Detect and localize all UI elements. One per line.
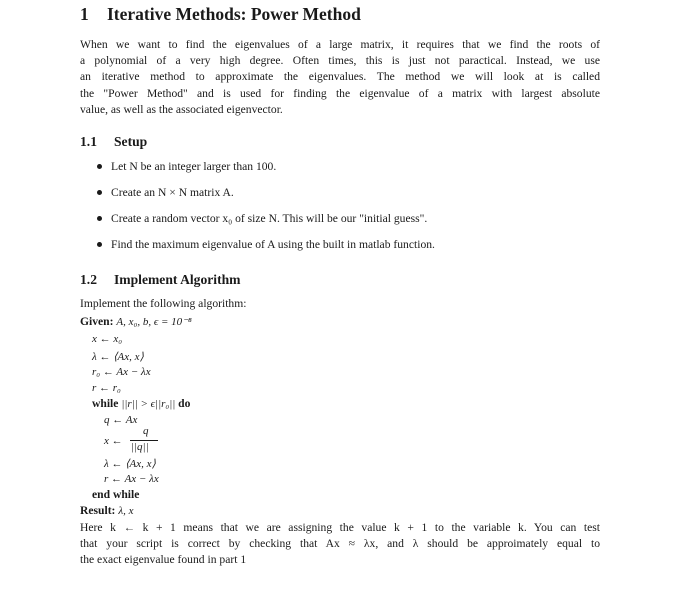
bullet-icon: [97, 164, 102, 169]
note-line: that your script is correct by checking that Ax ≈ λx, and λ should be approimately equal to: [80, 537, 600, 551]
algorithm-step: r ← r₀: [92, 382, 121, 394]
result-value: λ, x: [118, 505, 134, 517]
while-keyword: while: [92, 397, 119, 410]
bullet-icon: [97, 242, 102, 247]
intro-line: value, as well as the associated eigenvector.: [80, 102, 283, 116]
setup-item-text: Find the maximum eigenvalue of A using the built in matlab function.: [111, 238, 435, 251]
fraction-numerator: q: [143, 425, 149, 437]
setup-list-item: [97, 160, 276, 173]
subsection-number: 1.2: [80, 272, 97, 287]
subsection-title: Implement Algorithm: [114, 272, 241, 287]
subsection-heading-algorithm: [80, 272, 241, 288]
setup-list-item: [97, 212, 427, 225]
setup-item-text: Create a random vector x₀ of size N. This will be our "initial guess".: [111, 212, 428, 225]
given-value: A, x₀, b, ϵ = 10⁻⁸: [116, 316, 192, 328]
section-number: 1: [80, 4, 89, 24]
loop-step-r: r ← Ax − λx: [104, 473, 159, 485]
given-line: [80, 315, 192, 328]
algorithm-intro-text: Implement the following algorithm:: [80, 297, 247, 310]
intro-paragraph: [80, 37, 600, 118]
intro-line: the "Power Method" and is used for finding the eigenvalue of a matrix with largest absolute: [80, 86, 600, 100]
do-keyword: do: [178, 397, 191, 410]
note-line: Here k ← k + 1 means that we are assigning the value k + 1 to the variable k. You can test: [80, 521, 600, 534]
subsection-title: Setup: [114, 134, 148, 149]
intro-line: When we want to find the eigenvalues of a large matrix, it requires that we find the roots of: [80, 38, 600, 51]
while-condition: ||r|| > ϵ||r₀||: [121, 398, 176, 410]
end-while: end while: [92, 488, 140, 501]
section-title: Iterative Methods: Power Method: [107, 4, 361, 24]
loop-step-q: q ← Ax: [104, 414, 138, 426]
subsection-heading-setup: [80, 134, 147, 150]
intro-line: a polynomial of a very high degree. Often times, this is just not paractical. Instead, we use: [80, 54, 600, 68]
algorithm-intro: [80, 296, 600, 312]
loop-step-x-lhs: x ←: [104, 435, 123, 447]
algorithm-step: x ← x₀: [92, 333, 123, 345]
algorithm-step: λ ← ⟨Ax, x⟩: [92, 351, 144, 363]
bullet-icon: [97, 190, 102, 195]
loop-step-lambda: λ ← ⟨Ax, x⟩: [104, 458, 156, 470]
result-line: [80, 504, 133, 517]
setup-item-text: Let N be an integer larger than 100.: [111, 160, 277, 173]
algorithm-step: r₀ ← Ax − λx: [92, 366, 151, 378]
setup-list-item: [97, 238, 435, 251]
while-line: [92, 397, 190, 410]
section-heading: [80, 4, 361, 25]
setup-list-item: [97, 186, 234, 199]
result-label: Result:: [80, 504, 116, 517]
setup-item-text: Create an N × N matrix A.: [111, 186, 234, 199]
given-label: Given:: [80, 315, 114, 328]
fraction-denominator: ||q||: [131, 441, 149, 453]
bullet-icon: [97, 216, 102, 221]
note-paragraph: [80, 520, 600, 569]
note-line: the exact eigenvalue found in part 1: [80, 553, 247, 567]
subsection-number: 1.1: [80, 134, 97, 149]
intro-line: an iterative method to approximate the eigenvalues. The method we will look at is called: [80, 70, 600, 84]
